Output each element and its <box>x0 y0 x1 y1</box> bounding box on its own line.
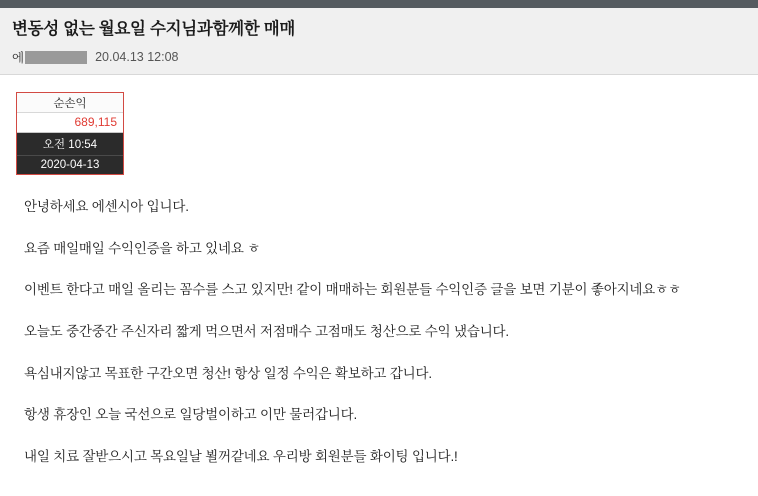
post-body <box>0 75 758 466</box>
top-bar <box>0 0 758 8</box>
content-paragraph: 내일 치료 잘받으시고 목요일날 뵐꺼같네요 우리방 회원분들 화이팅 입니다.! <box>24 448 458 464</box>
content-paragraph: 오늘도 중간중간 주신자리 짧게 먹으면서 저점매수 고점매도 청산으로 수익 냈습니다. <box>24 323 509 339</box>
author-name-mask <box>25 51 87 64</box>
profit-summary-card <box>16 92 124 175</box>
post-content <box>12 175 746 466</box>
author-name: 에 <box>12 51 25 66</box>
profit-time: 오전 10:54 <box>17 133 123 156</box>
content-paragraph: 요즘 매일매일 수익인증을 하고 있네요 ㅎ <box>24 240 261 256</box>
profit-label: 순손익 <box>17 93 123 113</box>
post-header <box>0 8 758 75</box>
content-paragraph: 안녕하세요 에센시아 입니다. <box>24 199 189 215</box>
page-title: 변동성 없는 월요일 수지님과함께한 매매 <box>12 20 296 38</box>
content-paragraph: 항생 휴장인 오늘 국선으로 일당벌이하고 이만 물러갑니다. <box>24 407 358 423</box>
content-paragraph: 욕심내지않고 목표한 구간오면 청산! 항상 일정 수익은 확보하고 갑니다. <box>24 365 432 381</box>
post-meta <box>12 48 746 66</box>
profit-value: 689,115 <box>17 113 123 133</box>
content-paragraph: 이벤트 한다고 매일 올리는 꼼수를 스고 있지만! 같이 매매하는 회원분들 수익인증 글을 보면 기분이 좋아지네요ㅎㅎ <box>24 282 681 298</box>
profit-date: 2020-04-13 <box>17 156 123 174</box>
post-date: 20.04.13 12:08 <box>95 50 179 65</box>
